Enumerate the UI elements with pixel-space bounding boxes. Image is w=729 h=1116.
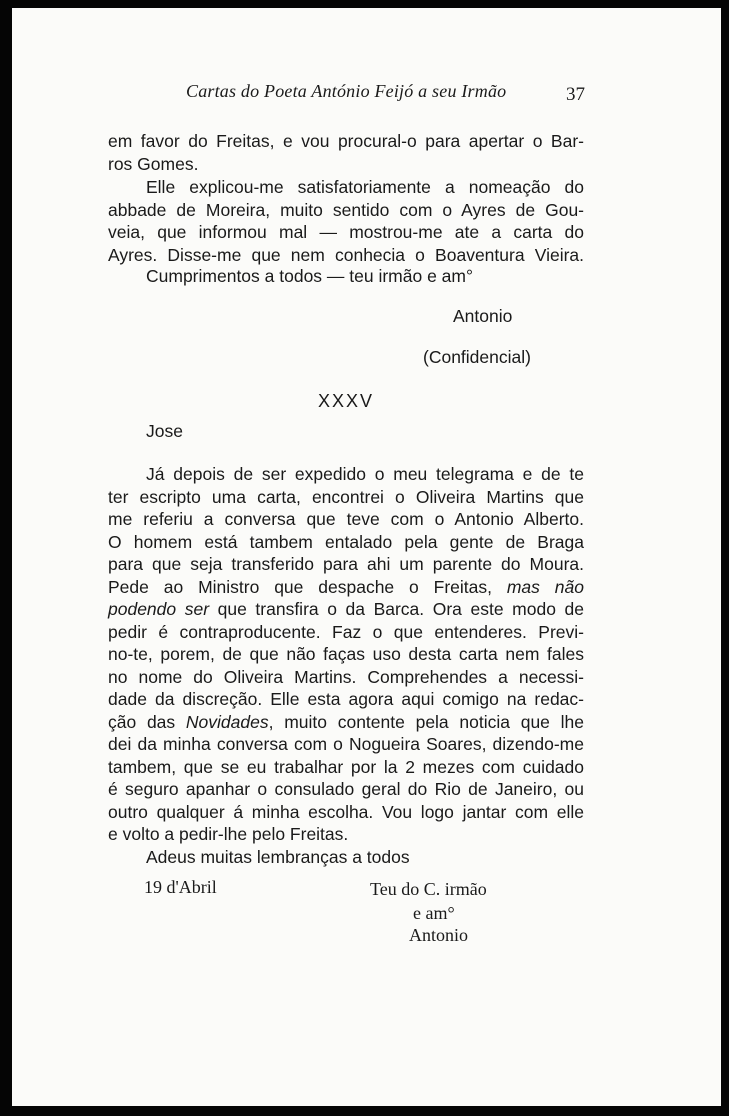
text-line: outro qualquer á minha escolha. Vou logo jantar com elle xyxy=(108,801,584,822)
letter-number: XXXV xyxy=(318,391,375,411)
italic-phrase: Novidades xyxy=(185,711,269,732)
text-line: no nome do Oliveira Martins. Comprehendes a necessi- xyxy=(108,666,584,687)
text-line: me referiu a conversa que teve com o Antonio Alberto. xyxy=(108,509,584,529)
salutation: Jose xyxy=(146,421,183,441)
italic-phrase: podendo ser xyxy=(108,599,210,619)
letter1-paragraph2 xyxy=(108,176,584,266)
italic-phrase: mas não xyxy=(506,576,584,597)
text-line: Elle explicou-me satisfatoriamente a nomeação do xyxy=(146,177,584,197)
letter-date: 19 d'Abril xyxy=(144,877,217,897)
text-segment: Pede ao Ministro que despache o Freitas, xyxy=(108,576,492,597)
text-line: Já depois de ser expedido o meu telegrama e de te xyxy=(146,464,584,484)
text-line: Cumprimentos a todos — teu irmão e am° xyxy=(146,266,473,286)
text-segment: , muito contente pela noticia que lhe xyxy=(268,711,584,732)
confidential-note: (Confidencial) xyxy=(423,347,531,367)
text-segment: que transfira o da Barca. Ora este modo de xyxy=(217,599,584,619)
text-line: Ayres. Disse-me que nem conhecia o Boaventura Vieira. xyxy=(108,244,584,265)
letter1-paragraph3 xyxy=(108,265,584,288)
farewell-line: Adeus muitas lembranças a todos xyxy=(146,846,410,867)
text-line: para que seja transferido para ahi um parente do Moura. xyxy=(108,554,584,574)
text-line: tambem, que se eu trabalhar por la 2 mezes com cuidado xyxy=(108,756,584,777)
closing-signature: Antonio xyxy=(409,925,469,945)
text-line: pedir é contraproducente. Faz o que entenderes. Previ- xyxy=(108,621,584,642)
text-line: no-te, porem, de que não faças uso desta carta nem fales xyxy=(108,644,584,664)
page-number: 37 xyxy=(566,84,585,105)
closing-line: Teu do C. irmão xyxy=(370,879,487,899)
text-line: O homem está tambem entalado pela gente de Braga xyxy=(108,531,584,552)
text-line xyxy=(108,576,584,599)
text-line: dade da discreção. Elle esta agora aqui comigo na redac- xyxy=(108,689,584,709)
text-segment: ção das xyxy=(108,711,176,732)
letter2-body xyxy=(108,463,584,868)
closing-line: e am° xyxy=(413,903,455,923)
text-line: abbade de Moreira, muito sentido com o Ayres de Gou- xyxy=(108,199,584,220)
scan-border-top xyxy=(0,0,729,8)
running-header: Cartas do Poeta António Feijó a seu Irmão xyxy=(186,81,507,101)
text-line: é seguro apanhar o consulado geral do Rio de Janeiro, ou xyxy=(108,779,584,799)
text-line xyxy=(108,711,584,734)
text-line: ros Gomes. xyxy=(108,153,199,174)
letter1-paragraph1 xyxy=(108,130,584,175)
text-line: veia, que informou mal — mostrou-me ate a carta do xyxy=(108,222,584,242)
text-line: e volto a pedir-lhe pelo Freitas. xyxy=(108,824,349,844)
text-line: ter escripto uma carta, encontrei o Oliveira Martins que xyxy=(108,486,584,507)
text-line: dei da minha conversa com o Nogueira Soares, dizendo-me xyxy=(108,734,584,754)
letter1-signature: Antonio xyxy=(453,306,513,326)
scan-border-bottom xyxy=(0,1106,729,1116)
text-line: em favor do Freitas, e vou procural-o para apertar o Bar- xyxy=(108,131,584,151)
scan-border-left xyxy=(0,0,12,1116)
text-line xyxy=(108,598,584,621)
scan-border-right xyxy=(721,0,729,1116)
